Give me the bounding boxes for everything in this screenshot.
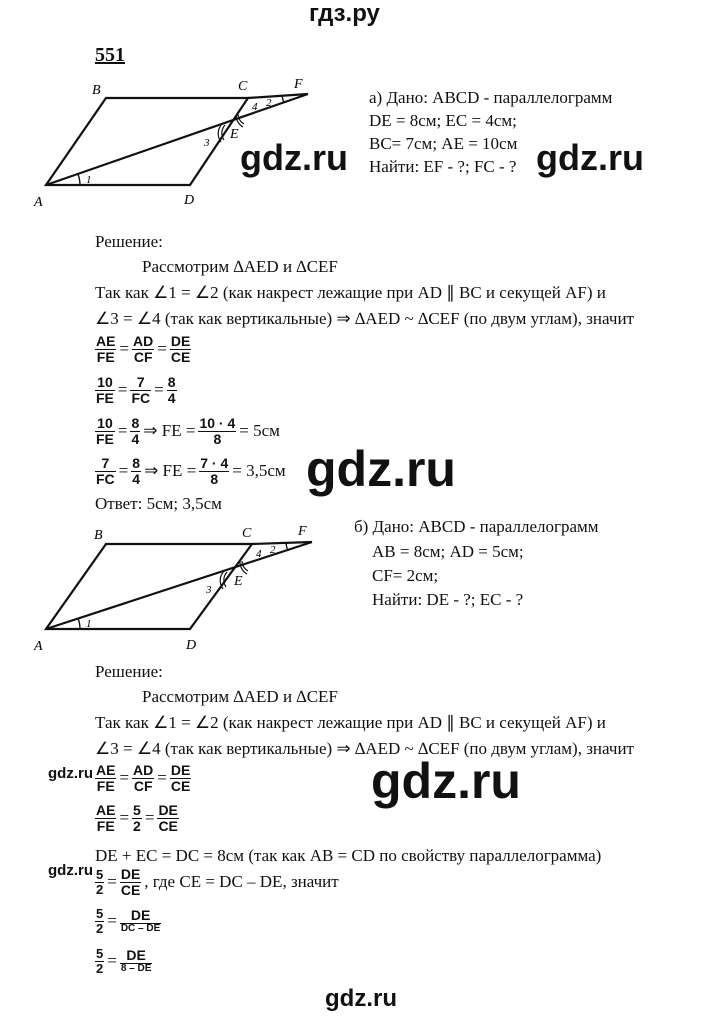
numerator: DE xyxy=(120,948,153,964)
label-d: D xyxy=(186,638,197,653)
angle-label-2: 2 xyxy=(270,544,276,556)
numerator: AE xyxy=(96,333,116,349)
numerator: 8 xyxy=(132,455,141,471)
label-b: B xyxy=(92,83,101,98)
label-e: E xyxy=(230,127,239,142)
denominator: CE xyxy=(120,881,141,898)
denominator: 2 xyxy=(96,881,104,897)
denominator: 8 xyxy=(213,430,222,447)
label-e: E xyxy=(234,574,243,589)
part-b-line1: Так как ∠1 = ∠2 (как накрест лежащие при AD ∥ BC и секущей AF) и xyxy=(95,713,606,732)
segment-cf xyxy=(252,542,312,544)
part-b-given-4: Найти: DE - ?; EC - ? xyxy=(372,590,524,609)
denominator: 4 xyxy=(167,389,176,406)
parallelogram-abcd xyxy=(46,98,248,185)
part-b-line2: ∠3 = ∠4 (так как вертикальные) ⇒ ∆AED ~ ∆CEF (по двум углам), значит xyxy=(95,739,634,758)
denominator: FE xyxy=(96,777,115,794)
condition-text: , где CE = DC – DE, значит xyxy=(144,872,339,892)
implies-text: ⇒ FE = xyxy=(143,421,196,441)
label-b: B xyxy=(94,528,103,543)
parallelogram-figure-b xyxy=(0,513,330,653)
numerator: DE xyxy=(120,908,161,924)
part-a-given-3: BC= 7см; AE = 10см xyxy=(369,134,518,153)
part-a-eq1: $\frac{AE}{FE}$ = $\frac{AD}{CF}$ = $\frac{DE}{CE}$ xyxy=(96,333,191,365)
numerator: 7 xyxy=(95,456,116,472)
watermark: gdz.ru xyxy=(306,441,456,497)
denominator: CE xyxy=(170,348,191,365)
numerator: DE xyxy=(170,762,191,778)
result-text: = 3,5см xyxy=(232,461,286,481)
part-a-eq2: $\frac{10}{FE}$ = $\frac{7}{FC}$ = $\frac{8}{4}$ xyxy=(96,374,176,406)
label-a: A xyxy=(34,639,43,653)
numerator: AD xyxy=(133,762,154,778)
result-text: = 5см xyxy=(239,421,280,441)
denominator: FC xyxy=(96,470,115,487)
numerator: DE xyxy=(170,333,191,349)
part-a-eq4: $\frac{7}{FC}$ = $\frac{8}{4}$ ⇒ FE = $\frac{7 \cdot 4}{8}$ = 3,5см xyxy=(95,456,289,486)
part-a-line1: Так как ∠1 = ∠2 (как накрест лежащие при AD ∥ BC и секущей AF) и xyxy=(95,283,606,302)
numerator: DE xyxy=(158,802,178,818)
part-b-eq4: $\frac{5}{2}$ = $\frac{DE}{DC - DE}$ xyxy=(96,906,161,936)
problem-number: 551 xyxy=(95,44,125,66)
angle-label-2: 2 xyxy=(266,97,272,109)
numerator: 8 xyxy=(167,374,176,390)
watermark: gdz.ru xyxy=(325,985,397,1012)
denominator: 2 xyxy=(133,817,141,834)
watermark: gdz.ru xyxy=(240,137,348,178)
part-b-eq5: $\frac{5}{2}$ = $\frac{DE}{8 - DE}$ xyxy=(96,946,152,976)
part-a-eq3: $\frac{10}{FE}$ = $\frac{8}{4}$ ⇒ FE = $\frac{10 \cdot 4}{8}$ = 5см xyxy=(95,416,283,446)
numerator: 10 xyxy=(95,375,115,391)
numerator: 10 · 4 xyxy=(199,415,236,431)
label-c: C xyxy=(238,79,248,94)
denominator: CE xyxy=(158,817,178,834)
label-c: C xyxy=(242,526,252,541)
denominator: 2 xyxy=(96,960,104,976)
watermark: gdz.ru xyxy=(48,862,93,879)
part-a-given-1: а) Дано: ABCD - параллелограмм xyxy=(369,88,613,107)
numerator: 8 xyxy=(131,415,140,431)
denominator: CE xyxy=(170,777,191,794)
numerator: DE xyxy=(120,866,141,882)
angle-label-3: 3 xyxy=(206,584,212,596)
part-a-consider: Рассмотрим ∆AED и ∆CEF xyxy=(142,257,338,276)
part-a-solution-title: Решение: xyxy=(95,232,163,251)
watermark: gdz.ru xyxy=(536,137,644,178)
angle-label-3: 3 xyxy=(204,137,210,149)
numerator: 7 · 4 xyxy=(200,455,229,471)
angle-label-1: 1 xyxy=(86,618,92,630)
part-b-eq1: $\frac{AE}{FE}$ = $\frac{AD}{CF}$ = $\frac{DE}{CE}$ xyxy=(96,762,191,794)
denominator: CF xyxy=(133,348,153,365)
numerator: 5 xyxy=(96,867,104,883)
angle-label-4: 4 xyxy=(256,548,262,560)
numerator: 7 xyxy=(130,375,151,391)
watermark: gdz.ru xyxy=(48,765,93,782)
numerator: 5 xyxy=(133,802,141,818)
numerator: 10 xyxy=(95,416,115,432)
numerator: AE xyxy=(96,762,116,778)
denominator: FC xyxy=(131,389,151,406)
part-b-consider: Рассмотрим ∆AED и ∆CEF xyxy=(142,687,338,706)
part-a-given-2: DE = 8см; EC = 4см; xyxy=(369,111,517,130)
numerator: 5 xyxy=(96,906,104,921)
watermark: gdz.ru xyxy=(371,753,521,809)
denominator: CF xyxy=(133,777,153,794)
part-b-given-1: б) Дано: ABCD - параллелограмм xyxy=(354,517,599,536)
part-a-given-4: Найти: EF - ?; FC - ? xyxy=(369,157,517,176)
part-b-given-3: CF= 2см; xyxy=(372,566,439,585)
denominator: DC – DE xyxy=(120,922,161,934)
angle-label-4: 4 xyxy=(252,101,258,113)
denominator: 4 xyxy=(132,470,141,487)
numerator: AD xyxy=(133,333,154,349)
part-b-solution-title: Решение: xyxy=(95,662,163,681)
denominator: FE xyxy=(96,430,114,447)
denominator: 8 xyxy=(210,470,219,487)
part-a-answer: Ответ: 5см; 3,5см xyxy=(95,494,222,513)
implies-text: ⇒ FE = xyxy=(144,461,197,481)
denominator: FE xyxy=(96,389,114,406)
denominator: 4 xyxy=(131,430,140,447)
denominator: 2 xyxy=(96,920,104,936)
label-f: F xyxy=(294,77,303,92)
denominator: FE xyxy=(96,817,115,834)
label-d: D xyxy=(184,193,195,208)
denominator: 8 – DE xyxy=(120,962,152,974)
part-b-line3: DE + EC = DC = 8см (так как AB = CD по свойству параллелограмма) xyxy=(95,846,602,865)
angle-label-1: 1 xyxy=(86,174,92,186)
part-b-given-2: AB = 8см; AD = 5см; xyxy=(372,542,524,561)
part-a-line2: ∠3 = ∠4 (так как вертикальные) ⇒ ∆AED ~ ∆CEF (по двум углам), значит xyxy=(95,309,634,328)
label-f: F xyxy=(298,524,307,539)
site-header[interactable]: гдз.ру xyxy=(309,0,380,27)
part-b-eq3: $\frac{5}{2}$ = $\frac{DE}{CE}$ , где CE = DC – DE, значит xyxy=(95,867,342,897)
denominator: FE xyxy=(96,348,115,365)
numerator: 5 xyxy=(96,946,104,961)
part-b-eq2: $\frac{AE}{FE}$ = $\frac{5}{2}$ = $\frac{DE}{CE}$ xyxy=(96,802,178,834)
numerator: AE xyxy=(96,802,116,818)
label-a: A xyxy=(34,195,43,210)
